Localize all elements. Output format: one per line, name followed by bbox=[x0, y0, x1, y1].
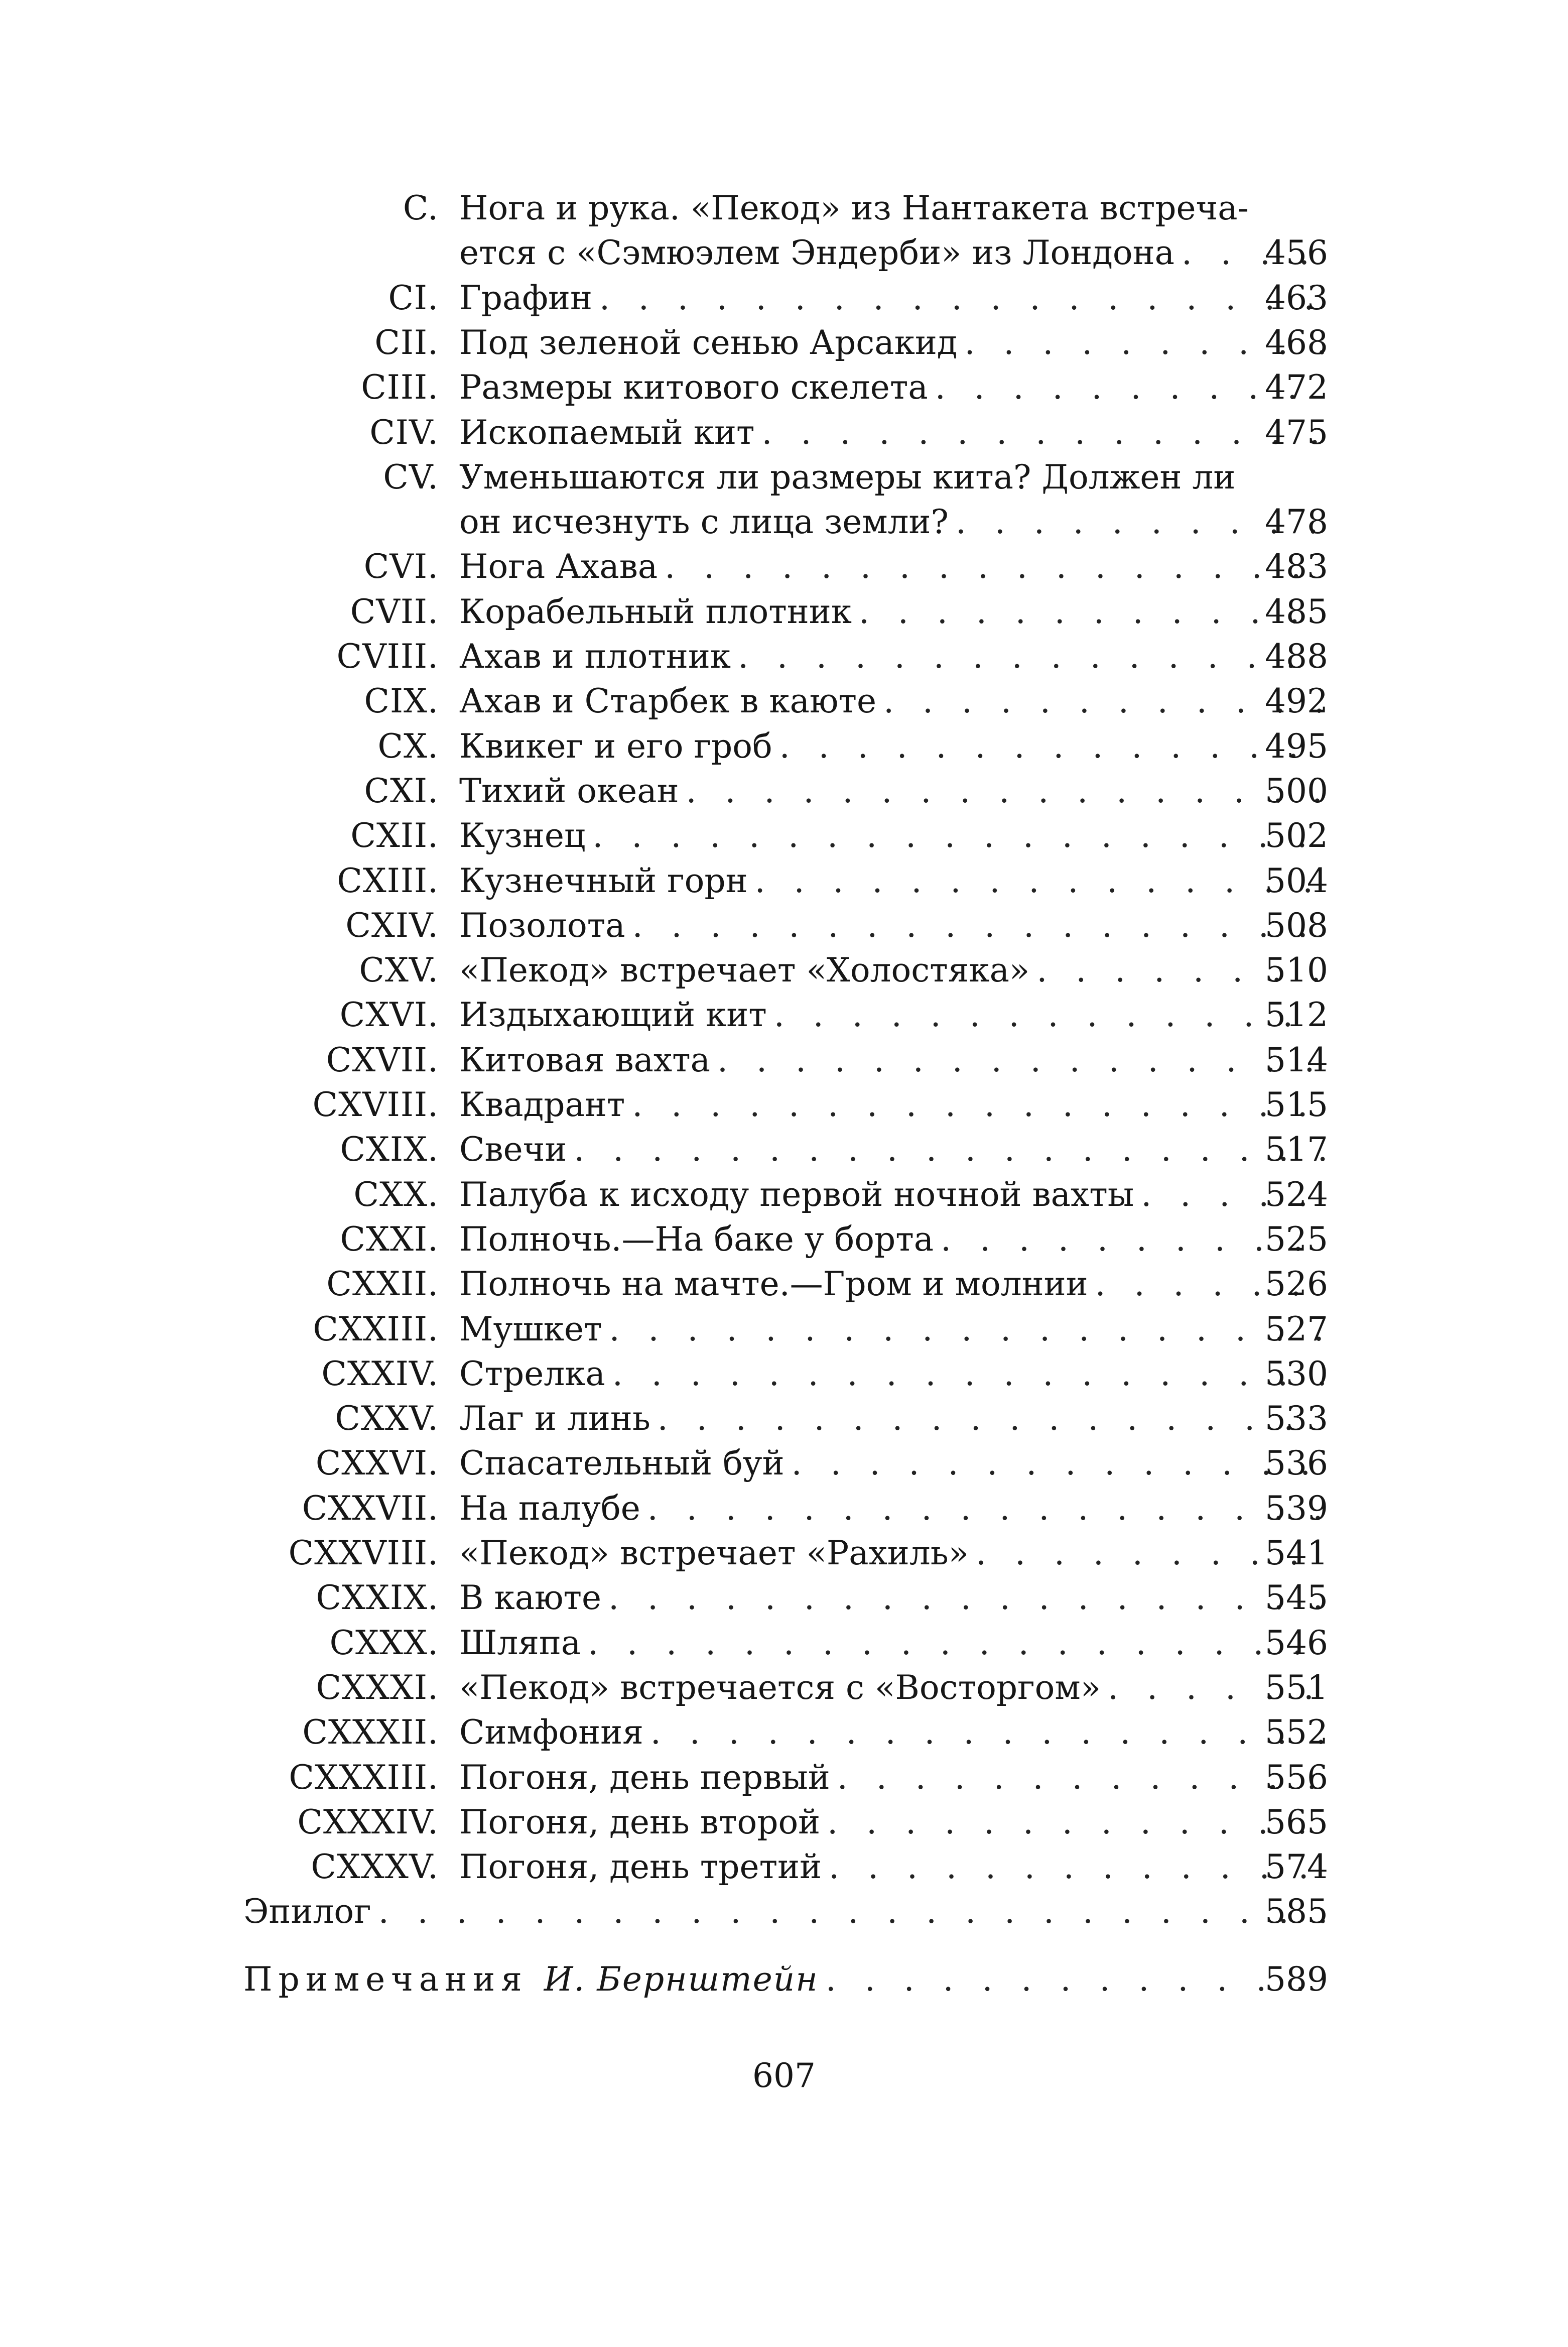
dot-leader bbox=[665, 544, 1328, 589]
chapter-number: CIV. bbox=[369, 413, 439, 452]
chapter-title-line bbox=[459, 1082, 1328, 1128]
chapter-title: Уменьшаются ли размеры кита? Должен ли bbox=[459, 457, 1236, 497]
toc-entry bbox=[0, 1217, 1568, 1262]
page-ref: 510 bbox=[1265, 951, 1328, 990]
dot-leader bbox=[632, 903, 1328, 948]
chapter-title: Ахав и Старбек в каюте bbox=[459, 682, 877, 721]
page-ref: 463 bbox=[1265, 278, 1328, 317]
chapter-number: CXVI. bbox=[339, 996, 439, 1035]
page-ref: 552 bbox=[1265, 1713, 1328, 1752]
chapter-title-line bbox=[459, 1621, 1328, 1666]
toc-entry bbox=[0, 276, 1568, 321]
toc-entry bbox=[0, 1531, 1568, 1576]
dot-leader bbox=[608, 1575, 1328, 1621]
chapter-title: Погоня, день первый bbox=[459, 1758, 830, 1797]
dot-leader bbox=[762, 410, 1326, 455]
page-ref: 502 bbox=[1265, 816, 1328, 855]
toc-entry bbox=[0, 1441, 1568, 1486]
toc-entry bbox=[0, 1710, 1568, 1755]
page-ref: 530 bbox=[1265, 1354, 1328, 1393]
chapter-number: CXX. bbox=[353, 1175, 439, 1214]
page-ref: 456 bbox=[1265, 233, 1328, 273]
toc-entry bbox=[0, 365, 1568, 410]
page-ref: 475 bbox=[1265, 413, 1328, 452]
toc-entry bbox=[0, 186, 1568, 231]
epilogue-line bbox=[243, 1889, 1328, 1934]
chapter-number: CXXVIII. bbox=[288, 1534, 439, 1572]
chapter-title-line bbox=[459, 1351, 1328, 1397]
chapter-number: CX. bbox=[377, 726, 439, 766]
chapter-number: CXIX. bbox=[340, 1130, 439, 1169]
chapter-number: CXXII. bbox=[326, 1265, 439, 1304]
chapter-number: CIII. bbox=[361, 368, 439, 407]
page-ref: 515 bbox=[1265, 1085, 1328, 1124]
chapter-number: CII. bbox=[374, 323, 439, 362]
chapter-title-line bbox=[459, 1262, 1328, 1307]
dot-leader bbox=[859, 589, 1328, 635]
toc-entry bbox=[0, 1575, 1568, 1621]
dot-leader bbox=[599, 276, 1328, 321]
chapter-title-line bbox=[459, 1800, 1328, 1845]
toc-entry bbox=[0, 634, 1568, 679]
chapter-number: CXXIX. bbox=[316, 1578, 439, 1618]
chapter-title-line bbox=[459, 230, 1328, 276]
page-ref: 517 bbox=[1265, 1130, 1328, 1169]
chapter-title: Ахав и плотник bbox=[459, 637, 731, 676]
dot-leader bbox=[829, 1844, 1328, 1890]
toc-entry bbox=[0, 679, 1568, 724]
dot-leader bbox=[792, 1441, 1328, 1486]
chapter-title-line bbox=[459, 544, 1328, 589]
chapter-title-line bbox=[459, 993, 1328, 1038]
dot-leader bbox=[632, 1082, 1328, 1128]
page-ref: 551 bbox=[1265, 1668, 1328, 1707]
notes-line bbox=[243, 1957, 1328, 2002]
chapter-title-line bbox=[459, 1531, 1328, 1576]
chapter-title: Тихий океан bbox=[459, 771, 679, 810]
dot-leader bbox=[574, 1127, 1328, 1172]
dot-leader bbox=[827, 1800, 1328, 1845]
page-ref: 500 bbox=[1265, 771, 1328, 810]
dot-leader bbox=[774, 993, 1328, 1038]
chapter-title: Нога Ахава bbox=[459, 547, 658, 586]
toc-entry-epilogue bbox=[0, 1889, 1568, 1934]
page-ref: 492 bbox=[1265, 682, 1328, 721]
toc-entry bbox=[0, 813, 1568, 858]
chapter-title-line bbox=[459, 1710, 1328, 1755]
chapter-title: Полночь на мачте.—Гром и молнии bbox=[459, 1265, 1088, 1304]
page-ref: 556 bbox=[1265, 1758, 1328, 1797]
dot-leader bbox=[650, 1710, 1328, 1755]
page-ref: 526 bbox=[1265, 1265, 1328, 1304]
toc-entry bbox=[0, 1486, 1568, 1531]
toc-entry bbox=[0, 1621, 1568, 1666]
chapter-number: CXXVII. bbox=[302, 1489, 439, 1528]
page-ref: 488 bbox=[1265, 637, 1328, 676]
chapter-number: CV. bbox=[383, 457, 439, 497]
chapter-title: Спасательный буй bbox=[459, 1444, 785, 1483]
chapter-title-line bbox=[459, 1441, 1328, 1486]
dot-leader bbox=[378, 1889, 1328, 1934]
toc-entry bbox=[0, 500, 1568, 545]
page-ref: 545 bbox=[1265, 1578, 1328, 1618]
page-ref: 527 bbox=[1265, 1309, 1328, 1348]
page-ref: 533 bbox=[1265, 1399, 1328, 1438]
chapter-title: Мушкет bbox=[459, 1309, 602, 1348]
chapter-title-line bbox=[459, 1307, 1328, 1352]
dot-leader bbox=[755, 858, 1328, 904]
chapter-title: Китовая вахта bbox=[459, 1040, 711, 1079]
chapter-title: Стрелка bbox=[459, 1354, 605, 1393]
toc-entry bbox=[0, 993, 1568, 1038]
page-ref: 536 bbox=[1265, 1444, 1328, 1483]
chapter-title-line bbox=[459, 769, 1328, 814]
chapter-title: Свечи bbox=[459, 1130, 567, 1169]
chapter-title: Квикег и его гроб bbox=[459, 726, 772, 766]
toc-entry bbox=[0, 230, 1568, 276]
toc-entry bbox=[0, 948, 1568, 993]
page-ref: 512 bbox=[1265, 996, 1328, 1035]
chapter-title: Ископаемый кит bbox=[459, 413, 755, 452]
chapter-number: CXXIV. bbox=[321, 1354, 439, 1393]
toc-entry bbox=[0, 903, 1568, 948]
page-ref: 504 bbox=[1265, 861, 1328, 900]
dot-leader bbox=[592, 813, 1328, 858]
chapter-title-line bbox=[459, 276, 1328, 321]
toc-entry bbox=[0, 1800, 1568, 1845]
chapter-number: CXIII. bbox=[337, 861, 439, 900]
chapter-title: Палуба к исходу первой ночной вахты bbox=[459, 1175, 1134, 1214]
chapter-title-line bbox=[459, 1486, 1328, 1531]
dot-leader bbox=[647, 1486, 1328, 1531]
chapter-number: CXXXI. bbox=[316, 1668, 439, 1707]
chapter-title-line bbox=[459, 1172, 1328, 1217]
chapter-title-line bbox=[459, 1127, 1328, 1172]
toc-entry bbox=[0, 858, 1568, 904]
page-ref: 524 bbox=[1265, 1175, 1328, 1214]
chapter-title: ется с «Сэмюэлем Эндерби» из Лондона bbox=[459, 233, 1174, 273]
chapter-number: CXXIII. bbox=[313, 1309, 439, 1348]
page-ref: 585 bbox=[1265, 1892, 1328, 1931]
chapter-title-line bbox=[459, 1665, 1328, 1710]
chapter-title-line bbox=[459, 813, 1328, 858]
page-ref: 483 bbox=[1265, 547, 1328, 586]
chapter-title-line bbox=[459, 679, 1328, 724]
chapter-number: CXXXII. bbox=[302, 1713, 439, 1752]
chapter-number: CXXXIV. bbox=[297, 1802, 439, 1841]
chapter-title-line bbox=[459, 410, 1328, 455]
chapter-number: CXXV. bbox=[335, 1399, 439, 1438]
chapter-title-line bbox=[459, 500, 1328, 545]
chapter-title: Позолота bbox=[459, 906, 625, 945]
chapter-title: В каюте bbox=[459, 1578, 602, 1618]
chapter-number: CXXXV. bbox=[311, 1847, 439, 1887]
epilogue-title: Эпилог bbox=[243, 1892, 371, 1931]
chapter-number: CI. bbox=[388, 278, 439, 317]
chapter-title-line bbox=[459, 724, 1328, 769]
toc-entry bbox=[0, 1082, 1568, 1128]
chapter-title-line bbox=[459, 1755, 1328, 1800]
dot-leader bbox=[588, 1621, 1328, 1666]
page-ref: 478 bbox=[1265, 503, 1328, 542]
dot-leader bbox=[837, 1755, 1328, 1800]
toc-entry bbox=[0, 410, 1568, 455]
chapter-title: Симфония bbox=[459, 1713, 643, 1752]
chapter-number: CXXVI. bbox=[315, 1444, 439, 1483]
chapter-title-line bbox=[459, 1396, 1328, 1441]
dot-leader bbox=[612, 1351, 1328, 1397]
toc-entry bbox=[0, 1262, 1568, 1307]
dot-leader bbox=[738, 634, 1328, 679]
toc-entry bbox=[0, 1038, 1568, 1083]
page-ref: 468 bbox=[1265, 323, 1328, 362]
toc-entry bbox=[0, 544, 1568, 589]
chapter-number: CVIII. bbox=[336, 637, 439, 676]
chapter-number: CXIV. bbox=[345, 906, 439, 945]
page-ref: 574 bbox=[1265, 1847, 1328, 1887]
toc-entry bbox=[0, 1665, 1568, 1710]
chapter-title: «Пекод» встречается с «Восторгом» bbox=[459, 1668, 1101, 1707]
page-ref: 525 bbox=[1265, 1219, 1328, 1259]
toc-entry-notes bbox=[0, 1957, 1568, 2002]
chapter-title-line bbox=[459, 365, 1328, 410]
chapter-title: Погоня, день третий bbox=[459, 1847, 822, 1887]
chapter-title-line bbox=[459, 589, 1328, 635]
chapter-title-line bbox=[459, 1575, 1328, 1621]
chapter-title: Под зеленой сенью Арсакид bbox=[459, 323, 958, 362]
chapter-number: C. bbox=[403, 189, 439, 227]
chapter-title-line bbox=[459, 1038, 1328, 1083]
chapter-number: CXI. bbox=[364, 771, 439, 810]
chapter-title: Лаг и линь bbox=[459, 1399, 650, 1438]
chapter-title: он исчезнуть с лица земли? bbox=[459, 503, 949, 542]
chapter-number: CVII. bbox=[350, 592, 439, 631]
chapter-title-line bbox=[459, 1217, 1328, 1262]
page-ref: 485 bbox=[1265, 592, 1328, 631]
chapter-number: CXVIII. bbox=[312, 1085, 439, 1124]
dot-leader bbox=[609, 1307, 1328, 1352]
chapter-title: Нога и рука. «Пекод» из Нантакета встреча- bbox=[459, 189, 1249, 227]
toc-entry bbox=[0, 724, 1568, 769]
chapter-title-line bbox=[459, 455, 1325, 500]
chapter-title-line bbox=[459, 903, 1328, 948]
chapter-title: Кузнец bbox=[459, 816, 586, 855]
chapter-title: «Пекод» встречает «Рахиль» bbox=[459, 1534, 969, 1572]
toc-entry bbox=[0, 1127, 1568, 1172]
chapter-title: Корабельный плотник bbox=[459, 592, 852, 631]
dot-leader bbox=[779, 724, 1328, 769]
chapter-number: CXV. bbox=[359, 951, 439, 990]
page-number: 607 bbox=[752, 2056, 816, 2095]
dot-leader bbox=[686, 769, 1328, 814]
notes-author: И. Бернштейн bbox=[544, 1959, 819, 1999]
page-ref: 539 bbox=[1265, 1489, 1328, 1528]
chapter-title: Квадрант bbox=[459, 1085, 625, 1124]
chapter-number: CXXX. bbox=[329, 1623, 439, 1662]
chapter-number: CXXI. bbox=[340, 1219, 439, 1259]
chapter-number: CXII. bbox=[350, 816, 439, 855]
toc-entry bbox=[0, 320, 1568, 365]
toc-entry bbox=[0, 1351, 1568, 1397]
page-ref: 495 bbox=[1265, 726, 1328, 766]
dot-leader bbox=[883, 679, 1328, 724]
page-ref: 565 bbox=[1265, 1802, 1328, 1841]
toc-entry bbox=[0, 769, 1568, 814]
chapter-number: CVI. bbox=[363, 547, 439, 586]
toc-entry bbox=[0, 1844, 1568, 1890]
toc-entry bbox=[0, 1396, 1568, 1441]
toc-entry bbox=[0, 1755, 1568, 1800]
page-ref: 546 bbox=[1265, 1623, 1328, 1662]
chapter-number: CXVII. bbox=[326, 1040, 439, 1079]
chapter-title: «Пекод» встречает «Холостяка» bbox=[459, 951, 1030, 990]
page-ref: 514 bbox=[1265, 1040, 1328, 1079]
dot-leader bbox=[717, 1038, 1328, 1083]
chapter-title: Погоня, день второй bbox=[459, 1802, 821, 1841]
dot-leader bbox=[658, 1396, 1328, 1441]
dot-leader bbox=[826, 1957, 1328, 2002]
chapter-title: Размеры китового скелета bbox=[459, 368, 928, 407]
page-ref: 589 bbox=[1265, 1959, 1328, 1999]
chapter-title: Полночь.—На баке у борта bbox=[459, 1219, 934, 1259]
chapter-title: Кузнечный горн bbox=[459, 861, 748, 900]
chapter-title-line bbox=[459, 186, 1325, 231]
page-ref: 541 bbox=[1265, 1534, 1328, 1572]
toc-entry bbox=[0, 589, 1568, 635]
chapter-title-line bbox=[459, 948, 1328, 993]
page-ref: 508 bbox=[1265, 906, 1328, 945]
chapter-title-line bbox=[459, 858, 1328, 904]
chapter-title: На палубе bbox=[459, 1489, 640, 1528]
chapter-title: Шляпа bbox=[459, 1623, 581, 1662]
chapter-number: CXXXIII. bbox=[289, 1758, 439, 1797]
chapter-title: Графин bbox=[459, 278, 592, 317]
chapter-number: CIX. bbox=[364, 682, 439, 721]
chapter-title-line bbox=[459, 1844, 1328, 1890]
chapter-title: Издыхающий кит bbox=[459, 996, 767, 1035]
toc-entry bbox=[0, 455, 1568, 500]
toc-entry bbox=[0, 1307, 1568, 1352]
chapter-title-line bbox=[459, 320, 1328, 365]
chapter-title-line bbox=[459, 634, 1328, 679]
notes-title: Примечания bbox=[243, 1959, 528, 1999]
toc-entry bbox=[0, 1172, 1568, 1217]
page-ref: 472 bbox=[1265, 368, 1328, 407]
